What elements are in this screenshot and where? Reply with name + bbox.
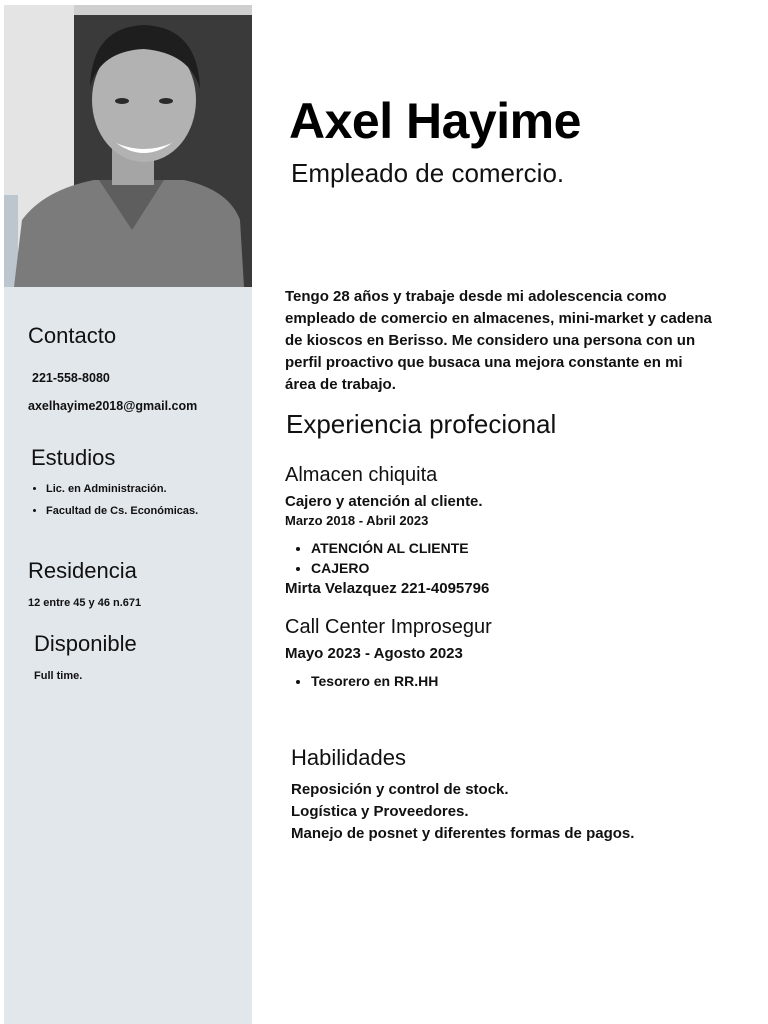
contact-phone: 221-558-8080 [32, 371, 110, 385]
job-reference: Mirta Velazquez 221-4095796 [285, 580, 490, 597]
studies-item: • Lic. en Administración. [46, 478, 198, 500]
studies-item: • Facultad de Cs. Económicas. [46, 500, 198, 522]
experience-heading: Experiencia profecional [286, 409, 557, 439]
studies-list [28, 478, 198, 522]
job-tasks-list [285, 671, 438, 691]
profile-summary: Tengo 28 años y trabaje desde mi adolescencia como empleado de comercio en almacenes, mini-market y cadena de kioscos en Berisso. Me considero una persona con un perfil proactivo que busaca una mejora constante en mi área de trabajo. [285, 288, 712, 393]
job-company: Call Center Improsegur [285, 616, 492, 638]
availability-value: Full time. [34, 670, 83, 682]
skill-item: Logística y Proveedores. [291, 803, 469, 820]
job-tasks-list [285, 538, 469, 578]
candidate-role: Empleado de comercio. [291, 158, 565, 188]
contact-email: axelhayime2018@gmail.com [28, 399, 198, 413]
residence-address: 12 entre 45 y 46 n.671 [28, 597, 142, 609]
profile-photo [4, 5, 252, 287]
skills-list [291, 779, 634, 845]
availability-heading: Disponible [34, 631, 137, 656]
skill-item: Manejo de posnet y diferentes formas de pagos. [291, 825, 635, 842]
job-task: • ATENCIÓN AL CLIENTE [311, 538, 469, 558]
job-task: • CAJERO [311, 558, 469, 578]
job-title: Cajero y atención al cliente. [285, 493, 483, 510]
studies-heading: Estudios [31, 445, 116, 470]
job-company: Almacen chiquita [285, 464, 438, 486]
contact-heading: Contacto [28, 323, 117, 348]
skill-item: Reposición y control de stock. [291, 781, 509, 798]
residence-heading: Residencia [28, 558, 137, 583]
skills-heading: Habilidades [291, 745, 406, 770]
candidate-name: Axel Hayime [289, 93, 581, 149]
job-dates: Marzo 2018 - Abril 2023 [285, 513, 429, 528]
job-task: • Tesorero en RR.HH [311, 671, 438, 691]
job-dates: Mayo 2023 - Agosto 2023 [285, 645, 463, 662]
